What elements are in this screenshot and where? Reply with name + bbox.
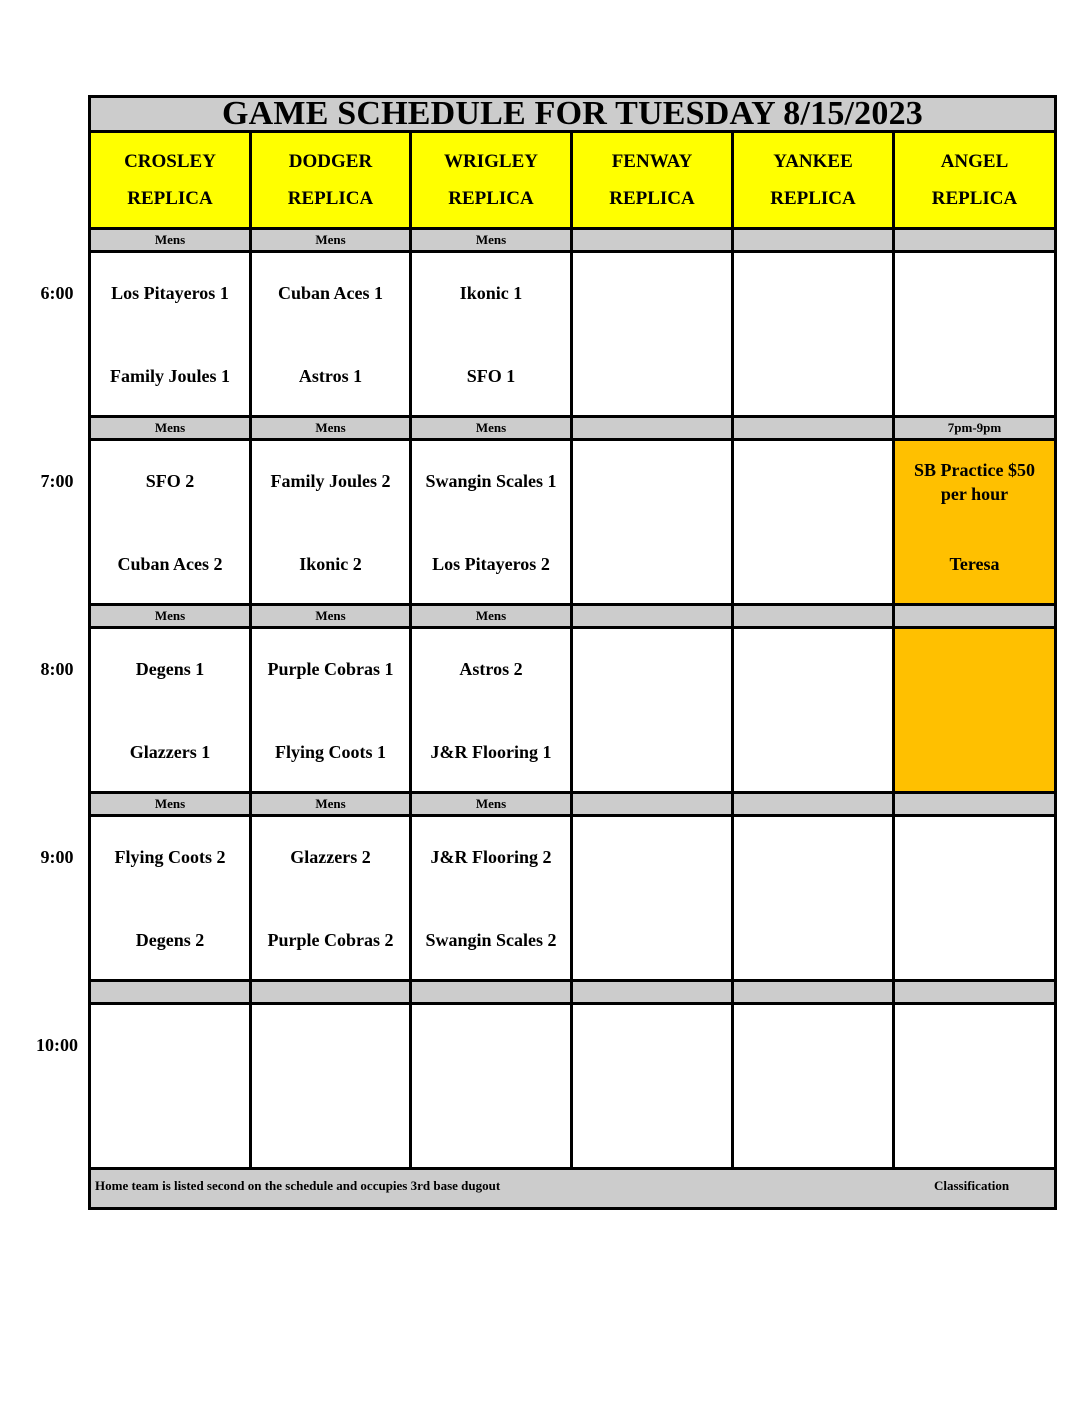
game-cell	[412, 817, 570, 979]
time-label: 10:00	[36, 1035, 78, 1055]
home-team: Degens 2	[135, 930, 205, 950]
footer-note: Home team is listed second on the schedule and occupies 3rd base dugout	[95, 1178, 501, 1193]
slot-label: Mens	[412, 418, 570, 438]
away-team: Los Pitayeros 1	[111, 283, 229, 303]
slot-label	[734, 606, 892, 626]
field-name: DODGER	[288, 151, 373, 172]
grid-line	[892, 133, 895, 1167]
practice-line2: per hour	[940, 484, 1009, 504]
practice-block	[895, 441, 1054, 603]
game-cell	[91, 441, 249, 603]
game-cell	[734, 441, 892, 603]
game-cell	[573, 817, 731, 979]
slot-label	[734, 230, 892, 250]
slot-label	[573, 794, 731, 814]
game-cell	[895, 1005, 1054, 1167]
away-team: Family Joules 2	[270, 471, 391, 491]
field-header-yankee	[734, 133, 892, 227]
grid-line	[731, 133, 734, 1167]
slot-label: Mens	[412, 794, 570, 814]
game-cell	[252, 441, 409, 603]
slot-label	[895, 982, 1054, 1002]
game-cell	[412, 1005, 570, 1167]
field-name: FENWAY	[611, 151, 693, 172]
field-header-fenway	[573, 133, 731, 227]
game-cell	[573, 441, 731, 603]
slot-label	[734, 982, 892, 1002]
game-cell	[734, 817, 892, 979]
slot-label: Mens	[412, 230, 570, 250]
slot-label: Mens	[252, 418, 409, 438]
home-team: Flying Coots 1	[274, 742, 386, 762]
field-header-wrigley	[412, 133, 570, 227]
slot-label: Mens	[91, 418, 249, 438]
practice-block	[895, 629, 1054, 791]
page-title: GAME SCHEDULE FOR TUESDAY 8/15/2023	[91, 98, 1054, 133]
home-team: Astros 1	[298, 366, 363, 386]
slot-label	[895, 606, 1054, 626]
practice-title	[895, 458, 1054, 506]
game-cell	[734, 1005, 892, 1167]
home-team: SFO 1	[466, 366, 516, 386]
home-team: Purple Cobras 2	[267, 930, 394, 950]
game-cell	[252, 817, 409, 979]
away-team: SFO 2	[145, 471, 195, 491]
game-cell	[412, 253, 570, 415]
home-team: J&R Flooring 1	[430, 742, 552, 762]
field-header-crosley	[91, 133, 249, 227]
away-team: Cuban Aces 1	[277, 283, 384, 303]
footer-classification: Classification	[934, 1178, 1010, 1193]
game-cell	[734, 629, 892, 791]
field-name: WRIGLEY	[444, 151, 538, 172]
practice-contact: Teresa	[949, 554, 1000, 574]
home-team: Glazzers 1	[129, 742, 211, 762]
slot-label: Mens	[252, 606, 409, 626]
away-team: Ikonic 1	[459, 283, 523, 303]
slot-label	[895, 230, 1054, 250]
field-subtitle: REPLICA	[609, 188, 695, 209]
footer-bar	[91, 1167, 1054, 1207]
grid-line	[570, 133, 573, 1167]
slot-label	[91, 982, 249, 1002]
game-cell	[91, 629, 249, 791]
slot-label	[895, 794, 1054, 814]
home-team: Family Joules 1	[110, 366, 230, 386]
slot-label: Mens	[91, 606, 249, 626]
slot-label	[412, 982, 570, 1002]
game-cell	[573, 253, 731, 415]
time-label: 9:00	[40, 847, 74, 867]
game-cell	[412, 629, 570, 791]
away-team: Astros 2	[459, 659, 523, 679]
slot-label	[573, 418, 731, 438]
time-label: 7:00	[40, 471, 74, 491]
field-subtitle: REPLICA	[127, 188, 213, 209]
field-name: CROSLEY	[124, 151, 216, 172]
away-team: Purple Cobras 1	[267, 659, 394, 679]
game-cell	[734, 253, 892, 415]
slot-label: Mens	[412, 606, 570, 626]
slot-label	[734, 418, 892, 438]
field-subtitle: REPLICA	[770, 188, 856, 209]
slot-label: Mens	[252, 230, 409, 250]
game-cell	[412, 441, 570, 603]
home-team: Swangin Scales 2	[425, 930, 557, 950]
slot-label	[573, 230, 731, 250]
practice-line1: SB Practice $50	[914, 460, 1035, 480]
time-label: 8:00	[40, 659, 74, 679]
slot-label: Mens	[91, 794, 249, 814]
field-name: ANGEL	[940, 151, 1009, 172]
game-cell	[91, 253, 249, 415]
home-team: Ikonic 2	[299, 554, 362, 574]
game-cell	[91, 1005, 249, 1167]
slot-label: Mens	[91, 230, 249, 250]
home-team: Los Pitayeros 2	[432, 554, 550, 574]
game-cell	[252, 1005, 409, 1167]
away-team: Degens 1	[135, 659, 205, 679]
game-cell	[252, 253, 409, 415]
away-team: J&R Flooring 2	[430, 847, 552, 867]
slot-label	[573, 606, 731, 626]
away-team: Flying Coots 2	[114, 847, 226, 867]
grid-line	[409, 133, 412, 1167]
game-cell	[895, 817, 1054, 979]
grid-line	[249, 133, 252, 1167]
slot-label	[252, 982, 409, 1002]
schedule-sheet	[88, 95, 1057, 1210]
field-header-dodger	[252, 133, 409, 227]
home-team: Cuban Aces 2	[117, 554, 223, 574]
field-subtitle: REPLICA	[287, 188, 374, 209]
game-cell	[573, 1005, 731, 1167]
game-cell	[91, 817, 249, 979]
away-team: Swangin Scales 1	[425, 471, 557, 491]
field-name: YANKEE	[773, 151, 853, 172]
slot-label: 7pm-9pm	[895, 418, 1054, 438]
away-team: Glazzers 2	[290, 847, 371, 867]
time-label: 6:00	[40, 283, 74, 303]
field-header-angel	[895, 133, 1054, 227]
game-cell	[573, 629, 731, 791]
slot-label	[734, 794, 892, 814]
slot-label: Mens	[252, 794, 409, 814]
field-subtitle: REPLICA	[448, 188, 534, 209]
game-cell	[252, 629, 409, 791]
field-subtitle: REPLICA	[931, 188, 1018, 209]
game-cell	[895, 253, 1054, 415]
slot-label	[573, 982, 731, 1002]
